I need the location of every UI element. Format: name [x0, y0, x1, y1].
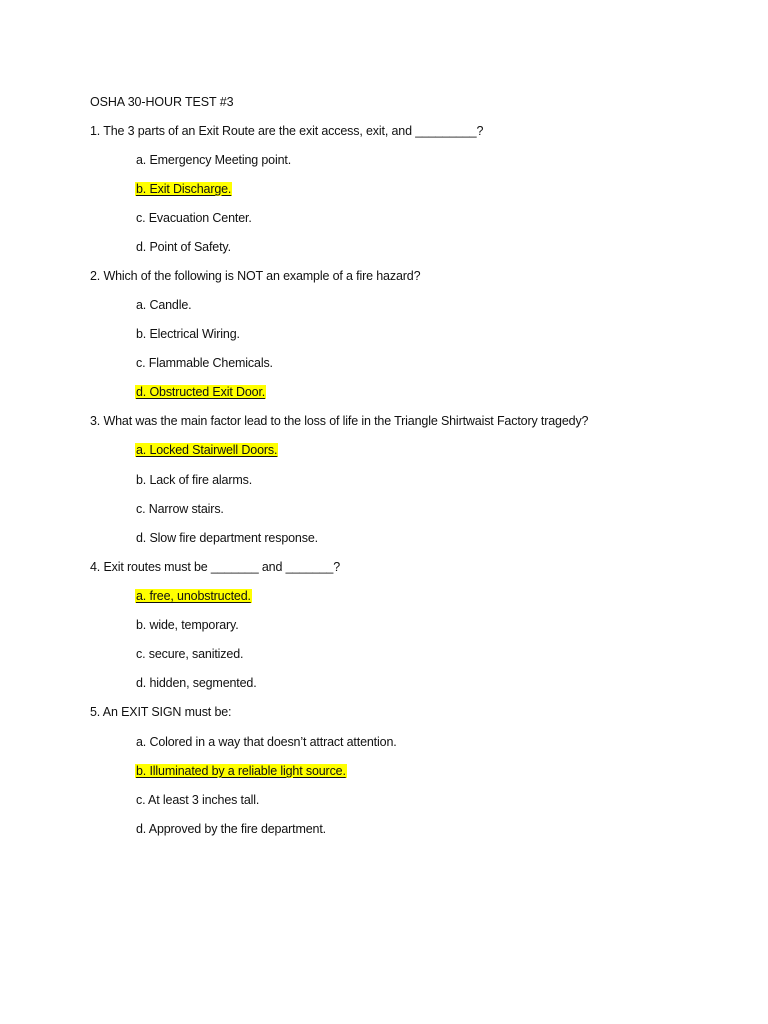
question-2-option-c: c. Flammable Chemicals.: [136, 356, 273, 370]
question-1-option-d: d. Point of Safety.: [136, 240, 231, 254]
question-2: 2. Which of the following is NOT an example of a fire hazard?: [90, 269, 421, 283]
question-2-option-b: b. Electrical Wiring.: [136, 327, 240, 341]
question-4-option-c: c. secure, sanitized.: [136, 647, 244, 661]
question-3-option-c: c. Narrow stairs.: [136, 502, 224, 516]
question-3-option-b: b. Lack of fire alarms.: [136, 473, 253, 487]
question-4-option-a-answer: a. free, unobstructed.: [136, 589, 251, 603]
question-5-option-c: c. At least 3 inches tall.: [136, 793, 260, 807]
question-2-option-d-answer: d. Obstructed Exit Door.: [136, 385, 266, 399]
question-1: 1. The 3 parts of an Exit Route are the exit access, exit, and _________?: [90, 124, 484, 138]
question-2-option-a: a. Candle.: [136, 298, 192, 312]
question-5-option-b-answer: b. Illuminated by a reliable light source.: [136, 764, 346, 778]
question-3-option-a-answer: a. Locked Stairwell Doors.: [136, 443, 278, 457]
question-5-option-d: d. Approved by the fire department.: [136, 822, 327, 836]
question-4-option-d: d. hidden, segmented.: [136, 676, 257, 690]
question-1-option-a: a. Emergency Meeting point.: [136, 153, 292, 167]
question-1-option-b-answer: b. Exit Discharge.: [136, 182, 232, 196]
question-3: 3. What was the main factor lead to the loss of life in the Triangle Shirtwaist Factory tragedy?: [90, 414, 589, 428]
question-5: 5. An EXIT SIGN must be:: [90, 705, 232, 719]
question-4: 4. Exit routes must be _______ and _______?: [90, 560, 340, 574]
question-3-option-d: d. Slow fire department response.: [136, 531, 318, 545]
question-4-option-b: b. wide, temporary.: [136, 618, 239, 632]
question-1-option-c: c. Evacuation Center.: [136, 211, 252, 225]
page-title: OSHA 30-HOUR TEST #3: [90, 95, 234, 109]
question-5-option-a: a. Colored in a way that doesn’t attract attention.: [136, 735, 397, 749]
